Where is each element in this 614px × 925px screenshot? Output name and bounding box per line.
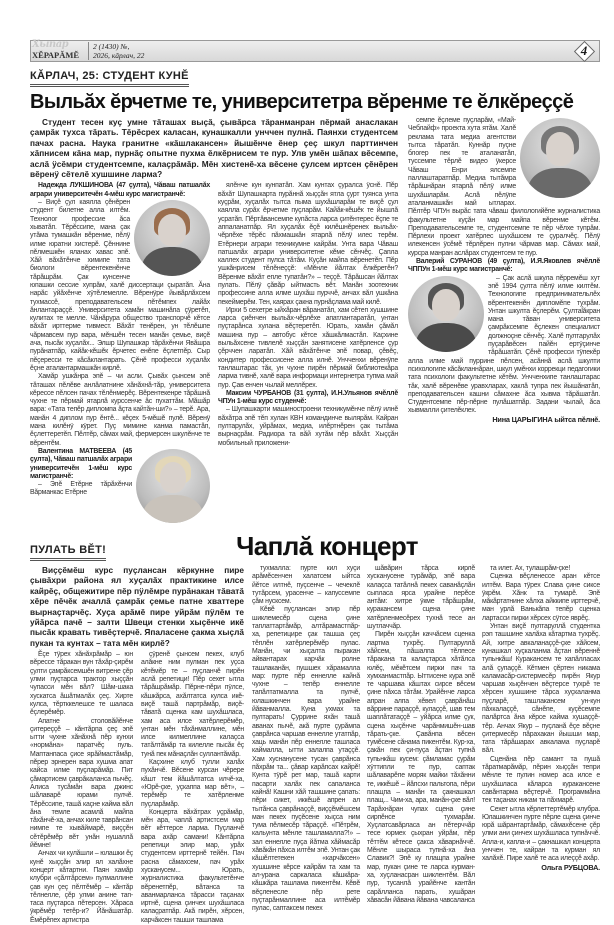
article1-rubric: КĂРЛАЧ, 25: СТУДЕНТ КУНĔ xyxy=(30,70,189,87)
article1-column-2 xyxy=(218,182,398,448)
article2-lead: Виççĕмĕш курс пуçлансан кĕркунне пире çывăхри района ял хуçалăх практикине илсе кайрĕç, общежитире пĕр пÿлĕмре пурăнакан тăватă хĕре пĕчĕк ачаллă çамрăк çемье патне хваттере вырнаçтарчĕç. Хуçа арăмĕ пире уйрăм пÿлĕм те уйăрса пачĕ – залти Швеци стенки хыçĕнче икĕ пысăк кравать тивĕçтерчĕ. Япаласене çакма хыçлă пукан та кунтах – тата мĕн кирлĕ? xyxy=(30,564,244,648)
paragraph: та илет. Ах, тулашрăм-çке! xyxy=(490,564,571,572)
interviewee-caption: Валерий СУРАНОВ (49 çулта), И.Я.Яковлев ячĕллĕ ЧППУн 1-мĕш курс магистранчĕ: xyxy=(408,258,600,274)
paragraph: Пирĕн хыççăн каччăсем сценка лартма тухрĕç. Пултаруллă хăйсем, пăшалпа тĕлпесе тăракана та калаçтарса хăтăлса юлĕç, мĕкĕтсем пирки пач та хумханмастпăр. Ыттисене кура эпĕ те чаршава кăштах сирсе вĕсем çине пăхса тăтăм. Урайĕнче ларса апран алпа хĕвел çаврăнăш вăррине параççĕ, кулаççĕ, шав тем шаплăтатаççĕ – уйăрса илме çук, сцена хыçĕнче чарăнмишĕн-шав тăрать-çке. Çавăнпа вĕсен тумĕсене сăнама пикентĕм. Кур-ха, çакăн пек çи-пуçа ăçтан тупнă тупьнкăш кусем: çăмламас çурăм хÿттипли те пур, саптак шăлаварĕпе моряк майки тăхăнни те, иккĕшĕ – йăпсхи пальтопа, пĕри плащпа – манăн та çакнашкал плащ... Чим-ха, ара, манăн-çке вăл! Тарăхнăран чупах сцена çине сирпĕнсе тухмарăм. Хуçлатсавăрласа ан пĕтерччăр тесе юрмех çыхран уйрăм, пĕр тĕттĕм кĕтесе çакса хăварнăччĕ. Мĕнле шыраса тупнă-ха ăна Славик?! Эпĕ ку плащпа урайне мар, пукан çине те ларса курман-ха, хуçланасран шиклентĕм. Вăл пур, тусанлă урайĕнче кантăн сарăлланса парать, хушăран хăвасăн йăвана йăвана чавсаланса xyxy=(367,631,475,904)
photo-face xyxy=(432,289,459,321)
paragraph: Сценăна пĕр самант та пушă тăратмарăмăр, пĕрин хыççăн тепри мĕнле те пулин номер аса илсе е шухăшласа кăларса куракансене савăнтарма вĕçтерчĕ. Программăна тек таçанах никам та пăхмарĕ. xyxy=(482,755,600,805)
article2-column-4 xyxy=(367,565,475,905)
photo-valery-suranov xyxy=(408,276,484,352)
paragraph: – Виçĕ çул каялла çĕнĕрен студент билетне алла илтĕм. Технолог профессие ăса хыватăп. Тĕрĕссипе, мана çак утăма тумашкăн вĕренме, пĕлÿ илме юратни хистерĕ. Çĕннине пĕлмешкĕн яланах хавас эпĕ. Хăй вăхăтĕнче химипе тата биологи вĕрентекенĕнче тăрăшрăм. Çак кунсенче юпашки сессие хупрăм, халĕ диссертаци çыратăп. Ăна нарăс уйăхĕнче хÿтĕлемелле. Вĕренÿре йывăрлăхсем тухмассĕ, преподавательсем пĕтĕмпех лайăх ăнлантараççĕ. Университета хамăн машинăпа çÿретĕп, кулитах те мелле. Чăнăрура общество транспорчĕ кĕтсе вăхăт ирттерме тивмест. Вăхăт тенĕрен, ун тĕлĕшпе чăрмавсем пур вара, мĕншĕн тесен манăн çемье, виçĕ ача, пысăк хуçалăх... Элшр Шупашкар тăрăхĕнчи Явăшра пурăнатпăр, кайăк-кĕшĕк ĕрчетес енĕпе ĕçлетпĕр. Сыр пĕçересси те кăсăклантарать. Çĕнĕ професси хуçалăх ĕçне аталантармашкăн кирлĕ. xyxy=(30,199,210,372)
article2-column-5 xyxy=(482,565,600,872)
page-number-badge xyxy=(574,41,594,61)
article2-headline: Чаплă концерт xyxy=(236,530,418,561)
photo-jacket xyxy=(416,323,477,352)
article2-rubric: ПУЛАТЬ ВĔТ! xyxy=(30,544,106,561)
author-signature: Ольга РУБЦОВА. xyxy=(541,862,600,872)
paragraph: семпе ĕçлеме пуçларăм, «Май-Чеблайф» проекта хута ятăм. Халĕ реклама тата медиа агентстви тытса тăратăп. Куннăр пуçне блогер пек те аталанатăп, туссемпе тĕрлĕ видео ÿкерсе Чăваш Енри ялсемпе паллаштаратпăр. Медиа тытăмра тăрăшнăран ятарлă пĕлÿ илме шухăшларăм. Аслă пĕлÿпе аталанмашкăн май ытларах. Пĕлтĕр ЧПУн вырăс тата чăваш филологийĕпе журналистика факультетне куçăн мар майпа вĕренме кĕтĕм. Преподавательсемпе те, студентсемпе те пĕр чĕлхе тупрăм. Пĕрлехи проект хатĕрлес шухăшсем те çуралчĕç. Пĕлÿ илекенсен ÿсĕмĕ тĕрлĕрен пулни чăрмав мар. Сăмах май, курсра манран аслăрах студентсем те пур. xyxy=(408,117,600,257)
paragraph: – Çак аслă шкула пĕрремĕш хут эпĕ 1994 çулта пĕлÿ илме килтĕм. Технологипе предпринимательлĕх вĕрентекенĕн дипломĕпе тухрăм. Унтан шкулта ĕçлерĕм. Çултаĺăкран мана тăван университета çамрăксемпе ĕçлекен специалист должноçне сĕнчĕç. Халĕ пултарулăх пуçарăвĕсен пайĕн ертÿçинче тăрăшатăп. Çĕнĕ професси тÿпекĕр алла илме май пуррине пĕлсен, асăннă аслă шкулти психологипе кăсăкланнăран, шкул умĕнхи коррекци педагогики тата психологи факультетне кĕтĕм. Унчченхипе танлаштарас тăк, халĕ вĕренĕве уравхларах, хаклă тупра пек йышăнатăп, преподавательсен кашни сăмахне ăса хывма тăрăшатăп. Студентсемпе пĕр-пĕрне пулăшатпăр. Задани чылай, ăса хывмалли çителĕклех. xyxy=(408,274,600,415)
paragraph: Хамăр ушкăнра эпĕ – чи асли. Çывăх çынсем эпĕ тăташах пĕлĕве анлăлатнине хăнăхнă-тăр, университета кĕрессе пĕлсен пачах тĕлĕнмерĕç. Вĕрентекенре тăрăшнă чухне те пĕрмай ятарлă курссенче ăс пухаттăм. Мăшăр вара: «Тата тепĕр дипломпа ăçта кайтăн-ши?» – терĕ. Ара, манăн 4 диплом пур ĕнтĕ... кĕçех 5-мĕшĕ пулĕ. Вĕренÿ мана килĕнÿ кÿрет. Пуç мимине канма памастăп, ĕçлеттеретĕп. Пĕлтĕр, сăмах май, фермерсен шкулĕнче те вĕрентĕм. xyxy=(30,373,210,447)
interviewee-caption: Максим ЧУРБАНОВ (31 çулта), И.Н.Ульянов ячĕллĕ ЧПУн 1-мĕш курс студенчĕ: xyxy=(218,389,398,406)
logo-bottom-text: ХĔРАРĂМĔ xyxy=(32,50,80,60)
article1-lead: Студент тесен куç умне тăташах выçă, çывăрса тăранманран пĕрмай анаслакан çамрăк тухса тăрать. Тĕрĕсрех каласан, кунашкалли унччен пулнă. Паянхи студентсем пачах расна. Наука гранитне «кăшлакансен» йышĕнче ĕнер çеç шкул парттинчен хăпнисем кăна мар, пурнăç опытне пухма ĕлкĕрнисем те пур. Улв умĕн шăпах вĕсемпе, аслă ÿсĕмри студентсемпе, калаçрăмăр. Мĕн хистенĕ-ха вĕсене çулсем иртсен çĕнĕрен вĕренÿ сĕтелĕ хушшине ларма? xyxy=(30,117,398,180)
page-number: 4 xyxy=(580,43,588,58)
paragraph: Кĕвĕ пуçлансан элир пĕр шиклемесĕр сцена çине таплаттартăмăр, алтăрамастпăр-ха, репетицире çак ташша çеç тĕплĕн хатĕрлерĕмĕр пулас. Манăн, чи хыçалта пыракан айвантарах карчăк ролне ташлаканăн, пушшех хăрамалла мар: пурте пĕр еннелле кайнă чухне – тепĕр еннелле тапăлтатмалла та пулчĕ, юлашкинчен вара урайне йăванмалла. Куна ухмах та пултарать! Çуррине яхăн ташă аванах пычĕ, акă пурте çурăмпа çаврăнса чаршав еннелле утатпăр, хаць манăн пĕр еннелле ташласа каймалла, ытти залалпа утаççĕ. Хам хуснанусене тусан çаврăнса пăхрăм та... çăвар карăпсах кайрĕ! Кунта тÿрĕ рет мар, ташă карти пасарти халăх пек сапаланса кайнă! Кашни хăй ташшине çапать: пĕри сикет, иккĕшĕ апрен ал тытăнса çаврăнаççĕ, виççĕмĕшсем ман пекех пуçĕсене хыçса ним тума пĕлмесĕр тăраççĕ. «Пĕтрĕм, кальунта мĕнле ташламалла?!» – зал еннелле пуçа йăтма хăймасăр хăвăкăн пăхса илтĕм эпĕ. Унтан çак кăшĕлтетекен «карчăксен» хушшине кĕрсе кайрăм та хам та ал-урана саркаласа кăшкăра-кăшкăра ташлама пикентĕм. Кĕвĕ вĕçленесле пĕр рете пуçтарăнмаллине аса илтĕмĕр пулас, саптаксем пекех xyxy=(252,606,360,913)
article2-column-1 xyxy=(30,651,133,925)
photo-shirt xyxy=(142,247,203,276)
article2-left-block xyxy=(30,565,244,925)
paragraph: Ирхи 5 сехетре ыйхăран вăранатăп, хам сĕтеп хушшине ларса çиĕнчен выльăх-чĕрлĕхе апатлантаратăп, унтан пуçтарăнса хулана вĕçтеретĕп. Юрать, хамăн çăмăл машина пур – автобус кĕтсе хăшкăлмастăп. Каçхине выльăхсене тивлелĕ хыççăн занятисене хатĕрленсе çур çĕрччен ларатăп. Хăй вăхăтĕнче эпĕ повар, çĕвĕç, кондитер профессисене алла илнĕ. Унчченхи вĕренÿпе танлаштарас тăк, ун чухне пирĕн пĕрмай библиотекăра ларма тивнĕ, халĕ вара информаци интернетра тупма май пур. Çав енчен чылай меллĕрех. xyxy=(218,306,398,389)
paragraph: Анчах чи кулăшли – юлашки ĕç кунĕ хыççăн элир ял халăхне концерт кăтартни. Паян хамăр клубри «çăлтăрсем» пулмаллине çав кун çеç пĕлтĕмĕр – кăнтăр тĕлнелле, çĕр улми анине тап-таса пуçтарса пĕтерсен. Хăраса ÿкрĕмĕр тетĕр-и? Йăнăшатăр. Ĕмĕрĕпех артистра xyxy=(30,850,133,924)
issue-info xyxy=(88,42,144,60)
paragraph: çÿренĕ çынсем пекех, клуб алăкне ним пулман пек уçса кĕтĕмĕр те – пуçланчĕ пирĕн аслă репетици! Пĕр сехет ытла тăрăшрăмăр. Пĕрне-пĕри пÿлсе, кăшкăрса, ахăлтатса кулса икĕ-виçĕ ташă партрăмăр, виçĕ-тăватă сценка кам шухăшласа, хам аса илсе хатĕрлерĕмĕр, унтан мĕн тăхăнмаллине, мĕн илсе килмеллине калаçса татăлтăмăр та килелле пысăк ĕç тунă пек мăнаçлăн суллантăмăр. xyxy=(141,651,244,758)
photo-maxim-churbanov xyxy=(520,118,600,198)
article1-column-3 xyxy=(408,117,600,424)
photo-face xyxy=(160,462,187,493)
author-signature: Нина ЦАРЫГИНА ыйтса пĕлнĕ. xyxy=(492,414,600,424)
photo-face xyxy=(158,214,185,246)
photo-nadezhda-lukshinova xyxy=(134,200,210,276)
logo-top-text: Хыпар xyxy=(32,39,69,50)
photo-shirt xyxy=(528,168,592,198)
paragraph: Унтан виçĕ пултаруллă студентка рэп ташшине халăха кăтартма тухрĕç. Ай, хитре авкаланаççĕ-çке хăйсем, кунашкал хуçкаланма ăçтан вĕреннĕ тупьнкăш! Куракансем те хапăлласах алă çупаççĕ. Кĕтмен çĕртен никама каламасăр-систермесĕр пирĕн Якур чаршав хыçĕнчен вĕçтерсе тухрĕ те хĕрсен хушшине тăрса хуçкаланма пуçларĕ, ташлакансем ун-кун пăхкалаççĕ, сăнĕпе, куçĕсемпе палăртса ăна кĕрсе кайма хушаççĕ-тĕр. Анчах Якур – пуçланă ĕçе вĕçне çитермесĕр пăрахакан йышши мар, тата тăрăшарах авкалама пуçларĕ вăл. xyxy=(482,623,600,755)
page-content xyxy=(30,66,600,925)
article1-column-1 xyxy=(30,182,210,525)
paragraph: Каçхине клуб тулли халăх пухăнчĕ. Вĕсене курсан чĕрере кăшт тем йăшăлтатса илчĕ-ха, «Юрĕ-çке, уçкаппа мар вĕт», – терĕмĕр те хатĕрленме пуçларăмăр. xyxy=(141,759,244,808)
paragraph: – Эпĕ Етĕрне тăрăхĕнчи Вăрманкас Етĕрне xyxy=(30,481,132,497)
paragraph: шăвăрин тăрса кирлĕ хусканусене турăмăр, эпĕ вара калаçса татăлнă пекех саванăçлăн сыпласа ярса урайне перĕсе антăм: хитре ÿкме тăрăшрăм, куракансем сцена çине хатĕрленмесĕрех тухнă тесе ан шутлаччăр. xyxy=(367,564,475,631)
article2 xyxy=(30,531,600,925)
article1 xyxy=(30,66,600,525)
paragraph: тухмалла: пурте кил хуçи арăмĕсенчен халатсем ыйтса йĕтсе илтнĕ, пуçсенче – чечеклĕ тутăрсем, урасенче – капуссемпе çăм нусксем. xyxy=(252,564,360,606)
photo-face xyxy=(546,132,575,166)
issue-date: 2026, кăрлач, 22 xyxy=(93,51,145,60)
paragraph: Ĕçе тÿрех хăнăхрăмăр – юн вĕрессе тăракан вун тăхăр-çирĕм çулти çамрăксемшĕн витрене çĕр улми пуçтарса трактор хыççăн чупасси мĕн вăл? Шăм-шака хускатса ăшăтмалăх çеç. Хирте кулса, тĕртккелешсе те шаласа ĕçлерĕмĕр. xyxy=(30,651,133,717)
newspaper-logo xyxy=(32,40,84,63)
article1-left-block xyxy=(30,117,398,525)
paragraph: Сценка вĕçленессе аран кĕтсе илтĕм. Вара тÿрех Слава çине сиксе ÿкрĕм. Хăнк та тумарĕ. Эпĕ мăкăртатнине хăлха айккипе ирттерчĕ, ман урлă Ванькăпа тепĕр сценка лартасси пирки хĕрсех сÿтсе яврĕç. xyxy=(482,573,600,622)
issue-number: 2 (1430) №, xyxy=(93,42,130,51)
paragraph: – Шупашкарти машиностроени техникумĕнче пĕлÿ илнĕ вăхăтра эпĕ тĕп хулан КВН командинче вылярăм. Кайран пултарулăх, уйрăмах, медиа, илĕртнĕрен çак тытăма вырнаçрăм. Радиора та вăй хутăм пĕр вăхăт. Хыççăн мобильный приложени- xyxy=(218,406,398,447)
paragraph: Концерта вăхăтрах уçрăмăр, мĕн ара, чаплă артистсем мар вĕт кĕттерсе ларма. Пуçланчĕ вара ахăр самани! Кăнтăрла репетици элир мар, урăх студентсем ирттернĕ тейĕн. Пач расна сăмахсем, пач урăх хусканусем... Юрать, журналистика факультетĕнче вĕренетпĕр, вăтанса та аванмарланса тăрасси таçанах иртнĕ, сцена çинчех шухăшласа калаçратпăр. Акă пирĕн, хĕрсен, карчăксен ташши ташлама xyxy=(141,808,244,924)
photo-valentina-matveeva xyxy=(136,449,210,523)
photo-clothes xyxy=(143,495,202,523)
article1-headline: Выльăх ĕрчетме те, университетра вĕренме те ĕлкĕреççĕ xyxy=(30,91,574,113)
paragraph: Апатне столовăйĕнче çитереççĕ – кăнтăрпа çеç эпĕ ытти чухне хăнăхнă пĕр кунхи «нормăна» паратчĕç пуль. Маптанпаса çисе ярăймастăмăр, пĕрер эрнерен вара хушма апат кайса илме пуçларăмăр. Пит çăмартисем çаврăкаланса пычĕç. Алиса тусăмăн вара джинс шăлаварĕ юрами пулчĕ. Тĕрĕссипе, ташă каçне кайма вăл ăна темле асамлă майпа тăхăнчĕ-ха, анчах киле таврăнсан нимпе те хывăймарĕ, виççĕн сĕтĕрĕмĕр вĕт унăн нушаллă йĕмне! xyxy=(30,717,133,850)
article2-column-2 xyxy=(141,651,244,925)
article2-column-3 xyxy=(252,565,360,913)
paragraph: ялĕнче кун кунпатăп. Хам кунтах çуралса ÿснĕ. Пĕр вăхăт Шупашкарта пурăннă хыççăн ятла çурт туянса унта куçрăм, хуçалăх тытса пыма шухăшларăм те виçĕ çул каялла сурăх ĕрчетме пуçларăм. Кайăк-кĕшĕк те йышлă усратăп. Пĕртăвансемпе купăста ларса çитĕнтерес ĕçпе те аппаланатпăр. Ял хуçалăх ĕçĕ килĕшнĕренех выльăх-чĕрлĕхе тĕрĕс пăхмашкăн ятарлă пĕлÿ илес терĕм. Етĕрнери аграри техникумне кайрăм. Унта вара Чăваш патшалăх аграри университетне кĕме сĕнчĕç. Çапла каллех студент пулса тăтăм. Куçăн майпа вĕренетĕп. Пĕр ушкăнрисем тĕлĕнеççĕ: «Мĕнле йăлтах ĕлкĕретĕн? Вĕренме вăхăт епле тупатăн?» – теççĕ. Тăрăшсан йăлтах пулать. Пĕлÿ çăвăр ыйтмасть вĕт. Манăн зоотехник профессине алла илме шухăш пурччĕ, анчах вăл ушкăна пекеймерĕм. Тен, каярах çакна пурнăçлама май килĕ. xyxy=(218,182,398,306)
interviewee-caption: Надежда ЛУКШИНОВА (47 çулта), Чăваш патшалăх аграри университечĕн 4-мĕш курс магистранчĕ: xyxy=(30,182,210,198)
interviewee-caption: Валентина МАТВЕЕВА (45 çулта), Чăваш патшалăх аграри университечĕн 1-мĕш курс магистранчĕ: xyxy=(30,447,132,480)
paragraph: Сехет ытла кĕрлеттертĕмĕр клубра. Юлашкинчен пурте пĕрле сцена çинче юрă шăрантартăмăр, сăмахĕсене çĕр улми ани çинчех шухăшласа тупнăччĕ. Апла-и, капла-и – çакнашкал концерта унччен те, кайран та курман ял халăхĕ. Пире халĕ те аса илеççĕ ахăр. xyxy=(482,805,600,863)
